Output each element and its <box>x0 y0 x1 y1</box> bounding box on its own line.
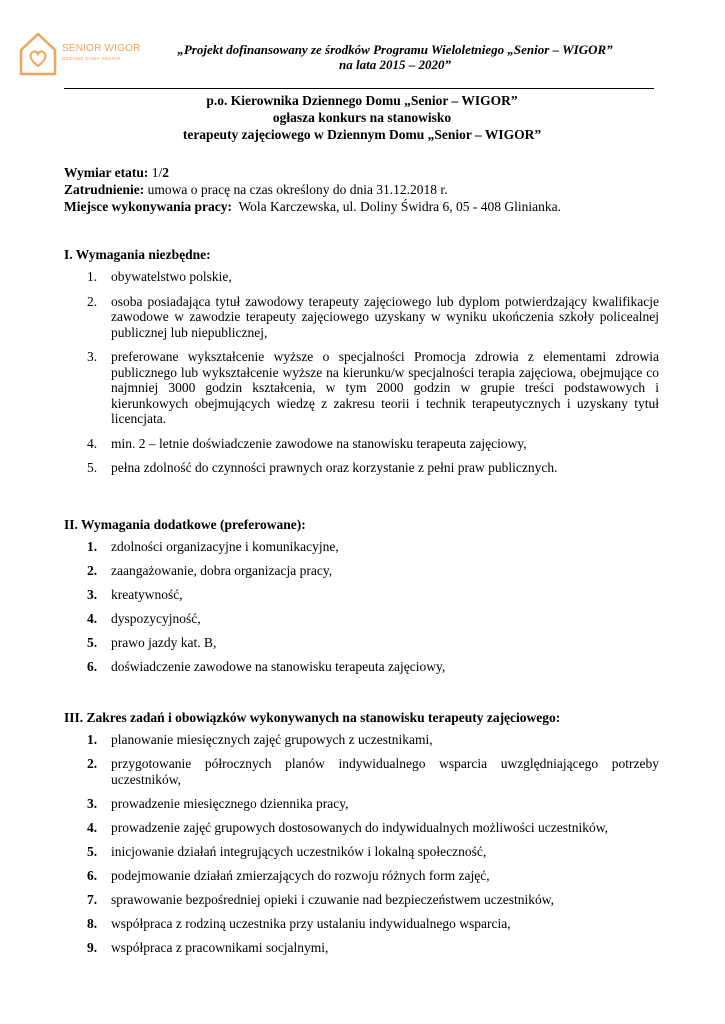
item-number: 1. <box>87 732 98 747</box>
item-text: podejmowanie działań zmierzających do rozwoju różnych form zajęć, <box>111 867 490 883</box>
miejsce-label: Miejsce wykonywania pracy: <box>64 199 232 214</box>
list-item <box>87 732 659 748</box>
list-item <box>87 659 659 675</box>
list-item <box>87 294 659 341</box>
list-item <box>87 611 659 627</box>
list-item <box>87 349 659 427</box>
list-item <box>87 635 659 651</box>
list-item <box>87 940 659 956</box>
job-info <box>64 164 664 215</box>
senior-wigor-logo <box>18 30 141 78</box>
page-title <box>64 92 660 143</box>
list-item <box>87 868 659 884</box>
item-text: prowadzenie miesięcznego dziennika pracy, <box>111 795 349 811</box>
section3-list <box>87 732 659 955</box>
header-divider <box>64 88 654 89</box>
list-item <box>87 916 659 932</box>
logo-subtitle: DZIENNE DOMY SENIOR <box>62 56 121 61</box>
list-item <box>87 756 659 787</box>
house-heart-icon <box>18 30 58 76</box>
list-item <box>87 269 659 285</box>
miejsce-value: Wola Karczewska, ul. Doliny Świdra 6, 05 - 408 Glinianka. <box>238 199 561 214</box>
list-item <box>87 844 659 860</box>
section2-heading: II. Wymagania dodatkowe (preferowane): <box>64 517 306 532</box>
item-number: 2. <box>87 563 98 578</box>
section3-heading: III. Zakres zadań i obowiązków wykonywanych na stanowisku terapeuty zajęciowego: <box>64 710 561 725</box>
item-number: 1. <box>87 539 98 554</box>
item-text: osoba posiadająca tytuł zawodowy terapeuty zajęciowego lub dyplom potwierdzający kwalifikacje zawodowe w zawodzie terapeuty zajęciowego uzyskany w wyniku ukończenia szkoły policealnej publicznej lub niepublicznej, <box>111 293 659 340</box>
item-text: współpraca z pracownikami socjalnymi, <box>111 939 329 955</box>
item-number: 6. <box>87 867 98 883</box>
item-text: inicjowanie działań integrujących uczestników i lokalną społeczność, <box>111 843 487 859</box>
section1-heading: I. Wymagania niezbędne: <box>64 247 211 262</box>
zatrudnienie-value: umowa o pracę na czas określony do dnia 31.12.2018 r. <box>147 182 448 197</box>
item-text: obywatelstwo polskie, <box>111 269 232 284</box>
item-text: współpraca z rodziną uczestnika przy ustalaniu indywidualnego wsparcia, <box>111 915 511 931</box>
list-item <box>87 820 659 836</box>
item-text: zdolności organizacyjne i komunikacyjne, <box>111 539 339 554</box>
item-text: dyspozycyjność, <box>111 611 201 626</box>
item-number: 5. <box>87 843 98 859</box>
etat-row <box>64 164 664 181</box>
funding-note <box>130 42 660 72</box>
item-number: 3. <box>87 795 98 811</box>
item-number: 9. <box>87 939 98 955</box>
item-text: doświadczenie zawodowe na stanowisku terapeuta zajęciowy, <box>111 659 446 674</box>
item-number: 2. <box>87 293 98 309</box>
zatrudnienie-label: Zatrudnienie: <box>64 182 145 197</box>
item-number: 4. <box>87 819 98 835</box>
item-text: sprawowanie bezpośredniej opieki i czuwanie nad bezpieczeństwem uczestników, <box>111 891 554 907</box>
etat-value: 1/ <box>151 165 163 180</box>
item-number: 3. <box>87 349 98 364</box>
item-number: 6. <box>87 659 98 674</box>
miejsce-row <box>64 198 664 215</box>
item-text: min. 2 – letnie doświadczenie zawodowe na stanowisku terapeuta zajęciowy, <box>111 435 527 451</box>
title-line2: ogłasza konkurs na stanowisko <box>272 110 452 125</box>
item-number: 4. <box>87 435 98 451</box>
item-number: 7. <box>87 891 98 907</box>
item-text: planowanie miesięcznych zajęć grupowych z uczestnikami, <box>111 732 433 747</box>
title-line1: p.o. Kierownika Dziennego Domu „Senior – WIGOR” <box>206 93 518 108</box>
item-text: pełna zdolność do czynności prawnych oraz korzystanie z pełni praw publicznych. <box>111 460 558 475</box>
section2-list <box>87 539 659 675</box>
item-number: 2. <box>87 756 98 771</box>
item-number: 1. <box>87 269 98 284</box>
title-line3: terapeuty zajęciowego w Dziennym Domu „Senior – WIGOR” <box>182 127 542 142</box>
funding-note-line2: na lata 2015 – 2020” <box>339 57 451 72</box>
item-text: prawo jazdy kat. B, <box>111 635 217 650</box>
logo-brand-text: SENIOR WIGOR <box>62 43 141 54</box>
item-text: zaangażowanie, dobra organizacja pracy, <box>111 563 333 578</box>
list-item <box>87 460 659 476</box>
item-number: 5. <box>87 460 98 475</box>
list-item <box>87 436 659 452</box>
item-number: 5. <box>87 635 98 650</box>
item-text: kreatywność, <box>111 587 183 602</box>
list-item <box>87 892 659 908</box>
item-number: 4. <box>87 611 98 626</box>
etat-label: Wymiar etatu: <box>64 165 149 180</box>
list-item <box>87 587 659 603</box>
section1-list <box>87 269 659 476</box>
zatrudnienie-row <box>64 181 664 198</box>
funding-note-line1: „Projekt dofinansowany ze środków Programu Wieloletniego „Senior – WIGOR” <box>177 42 613 57</box>
item-number: 3. <box>87 587 98 602</box>
list-item <box>87 563 659 579</box>
item-text: przygotowanie półrocznych planów indywidualnego wsparcia uwzględniającego potrzeby uczestników, <box>111 756 659 787</box>
etat-value-bold: 2 <box>162 165 169 180</box>
item-text: prowadzenie zajęć grupowych dostosowanych do indywidualnych możliwości uczestników, <box>111 819 608 835</box>
item-number: 8. <box>87 915 98 931</box>
list-item <box>87 539 659 555</box>
item-text: preferowane wykształcenie wyższe o specjalności Promocja zdrowia z elementami zdrowia publicznego lub wykształcenie wyższe na kierunku/w specjalności terapia zajęciowa, obejmujące co najmniej 3000 godzin kształcenia, w tym 2000 godzin w grupie treści podstawowych i kierunkowych obejmujących wiedzę z zakresu teorii i technik terapeutycznych i uzyskany tytuł licencjata. <box>111 349 659 426</box>
list-item <box>87 796 659 812</box>
